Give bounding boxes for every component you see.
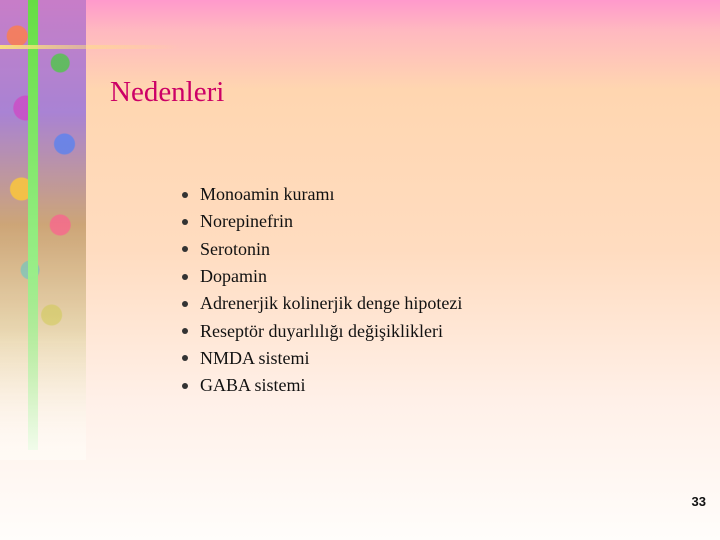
bullet-text: Dopamin bbox=[200, 266, 267, 287]
list-item bbox=[182, 345, 462, 372]
bullet-icon bbox=[182, 192, 188, 198]
bullet-text: Serotonin bbox=[200, 238, 270, 259]
bullet-text: Reseptör duyarlılığı değişiklikleri bbox=[200, 320, 443, 341]
decorative-horizontal-line bbox=[0, 45, 180, 49]
list-item bbox=[182, 372, 462, 399]
decorative-fade bbox=[0, 330, 86, 460]
page-number: 33 bbox=[691, 494, 706, 509]
bullet-icon bbox=[182, 274, 188, 280]
bullet-list bbox=[182, 181, 462, 399]
list-item bbox=[182, 181, 462, 208]
bullet-text: Monoamin kuramı bbox=[200, 184, 335, 205]
bullet-text: GABA sistemi bbox=[200, 375, 306, 396]
decorative-green-bar bbox=[28, 0, 38, 450]
bullet-text: Norepinefrin bbox=[200, 211, 293, 232]
list-item bbox=[182, 208, 462, 235]
bullet-icon bbox=[182, 246, 188, 252]
slide-title: Nedenleri bbox=[110, 76, 225, 108]
bullet-icon bbox=[182, 219, 188, 225]
bullet-icon bbox=[182, 301, 188, 307]
list-item bbox=[182, 236, 462, 263]
bullet-icon bbox=[182, 328, 188, 334]
list-item bbox=[182, 263, 462, 290]
bullet-text: NMDA sistemi bbox=[200, 347, 310, 368]
bullet-icon bbox=[182, 383, 188, 389]
list-item bbox=[182, 317, 462, 344]
bullet-text: Adrenerjik kolinerjik denge hipotezi bbox=[200, 293, 463, 314]
bullet-icon bbox=[182, 355, 188, 361]
list-item bbox=[182, 290, 462, 317]
